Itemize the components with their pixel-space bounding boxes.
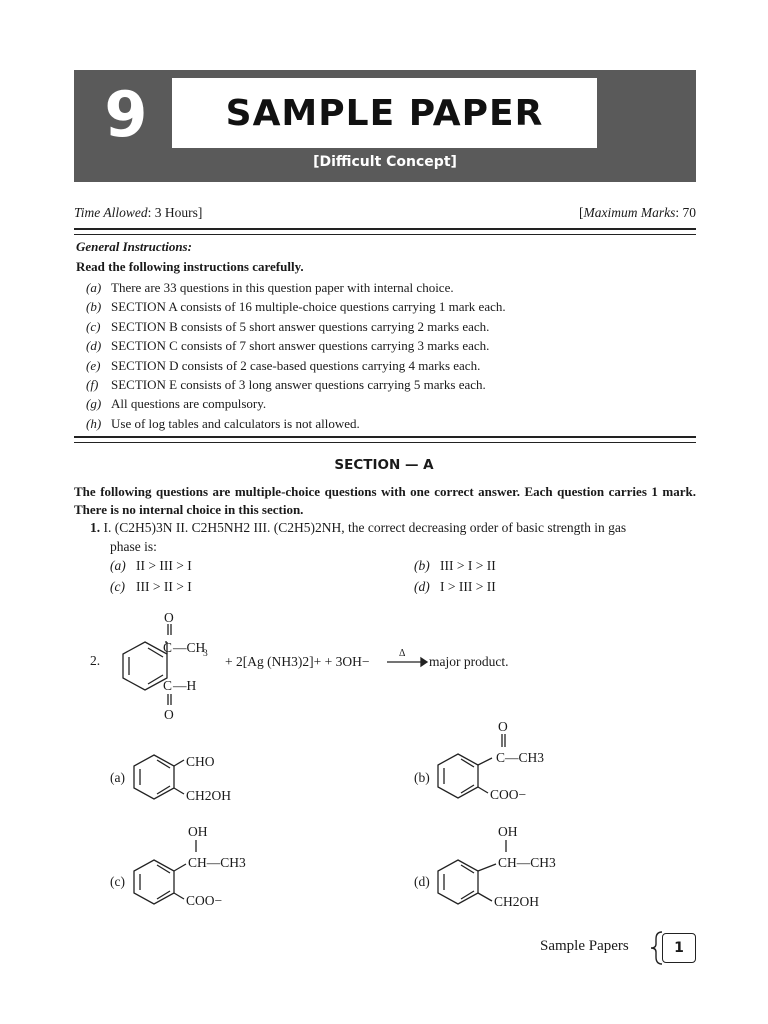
section-heading: SECTION — A	[334, 457, 434, 473]
instruction-item: (h) Use of log tables and calculators is not allowed.	[86, 415, 360, 431]
svg-text:COO−: COO−	[186, 893, 223, 908]
svg-text:OH: OH	[498, 824, 518, 839]
question-1: 1. I. (C2H5)3N II. C2H5NH2 III. (C2H5)2NH, the correct decreasing order of basic strength in gas	[90, 520, 627, 535]
q2-option-a-label[interactable]: (a)	[110, 770, 125, 785]
paper-number: 9	[104, 78, 148, 151]
paper-title: SAMPLE PAPER	[225, 92, 544, 134]
q2-option-b-label[interactable]: (b)	[414, 770, 430, 785]
divider-bottom	[74, 436, 696, 443]
q2-product: major product.	[429, 654, 509, 669]
question-1-text-cont: phase is:	[110, 539, 157, 554]
paper-subtitle: [Difficult Concept]	[313, 154, 457, 170]
title-banner	[74, 70, 696, 182]
q2-reactant-structure	[105, 608, 525, 726]
q1-option-b[interactable]: (b) III > I > II	[414, 558, 496, 573]
divider-top	[74, 228, 696, 235]
instruction-item: (f) SECTION E consists of 3 long answer questions carrying 5 marks each.	[86, 376, 486, 392]
svg-text:C: C	[163, 678, 173, 693]
q2-option-d-label[interactable]: (d)	[414, 874, 430, 889]
heat-symbol: Δ	[399, 648, 406, 659]
instructions-title: General Instructions:	[76, 239, 192, 254]
title-box	[172, 78, 597, 148]
q2-reagent: + 2[Ag (NH3)2]+ + 3OH−	[225, 654, 370, 669]
svg-text:—H: —H	[173, 678, 197, 693]
svg-text:C: C	[163, 640, 173, 655]
q2-option-c-label[interactable]: (c)	[110, 874, 125, 889]
svg-text:CH—CH3: CH—CH3	[498, 855, 556, 870]
q2-option-b-structure	[434, 716, 584, 806]
svg-text:CH2OH: CH2OH	[186, 788, 232, 803]
svg-text:CH—CH3: CH—CH3	[188, 855, 246, 870]
instruction-item: (a) There are 33 questions in this question paper with internal choice.	[86, 280, 454, 295]
q2-option-c-structure	[130, 822, 280, 912]
instruction-item: (g) All questions are compulsory.	[86, 396, 267, 412]
q1-option-c[interactable]: (c) III > II > I	[110, 579, 192, 594]
q1-option-a[interactable]: (a) II > III > I	[110, 558, 192, 573]
svg-text:O: O	[164, 707, 174, 722]
svg-text:CH2OH: CH2OH	[494, 894, 540, 909]
svg-text:O: O	[498, 719, 508, 734]
svg-text:O: O	[164, 610, 174, 625]
svg-text:—CH: —CH	[173, 640, 206, 655]
maximum-marks: [Maximum Marks: 70	[579, 205, 696, 220]
instruction-item: (b) SECTION A consists of 16 multiple-choice questions carrying 1 mark each.	[86, 299, 506, 315]
footer-label: Sample Papers	[540, 938, 629, 954]
svg-text:COO−: COO−	[490, 787, 527, 802]
instructions-list	[86, 278, 686, 433]
time-allowed: Time Allowed: 3 Hours]	[74, 205, 203, 220]
svg-text:3: 3	[203, 649, 208, 659]
svg-text:C—CH3: C—CH3	[496, 750, 545, 765]
svg-text:OH: OH	[188, 824, 208, 839]
page-number: 1	[662, 933, 696, 963]
instructions-read: Read the following instructions carefully.	[76, 259, 304, 274]
question-1-text: I. (C2H5)3N II. C2H5NH2 III. (C2H5)2NH, the correct decreasing order of basic strength in gas	[103, 520, 627, 535]
instruction-item: (d) SECTION C consists of 7 short answer questions carrying 3 marks each.	[86, 338, 490, 354]
question-2-number: 2.	[90, 653, 101, 668]
q2-option-d-structure	[434, 822, 584, 914]
instruction-item: (e) SECTION D consists of 2 case-based questions carrying 4 marks each.	[86, 357, 481, 373]
svg-text:CHO: CHO	[186, 754, 215, 769]
instruction-item: (c) SECTION B consists of 5 short answer questions carrying 2 marks each.	[86, 318, 490, 334]
section-description: The following questions are multiple-choice questions with one correct answer. Each question carries 1 mark. There is no internal choice in this section.	[74, 484, 696, 517]
q1-option-d[interactable]: (d) I > III > II	[414, 579, 496, 594]
time-marks-row	[74, 205, 696, 221]
q2-option-a-structure	[130, 745, 280, 807]
